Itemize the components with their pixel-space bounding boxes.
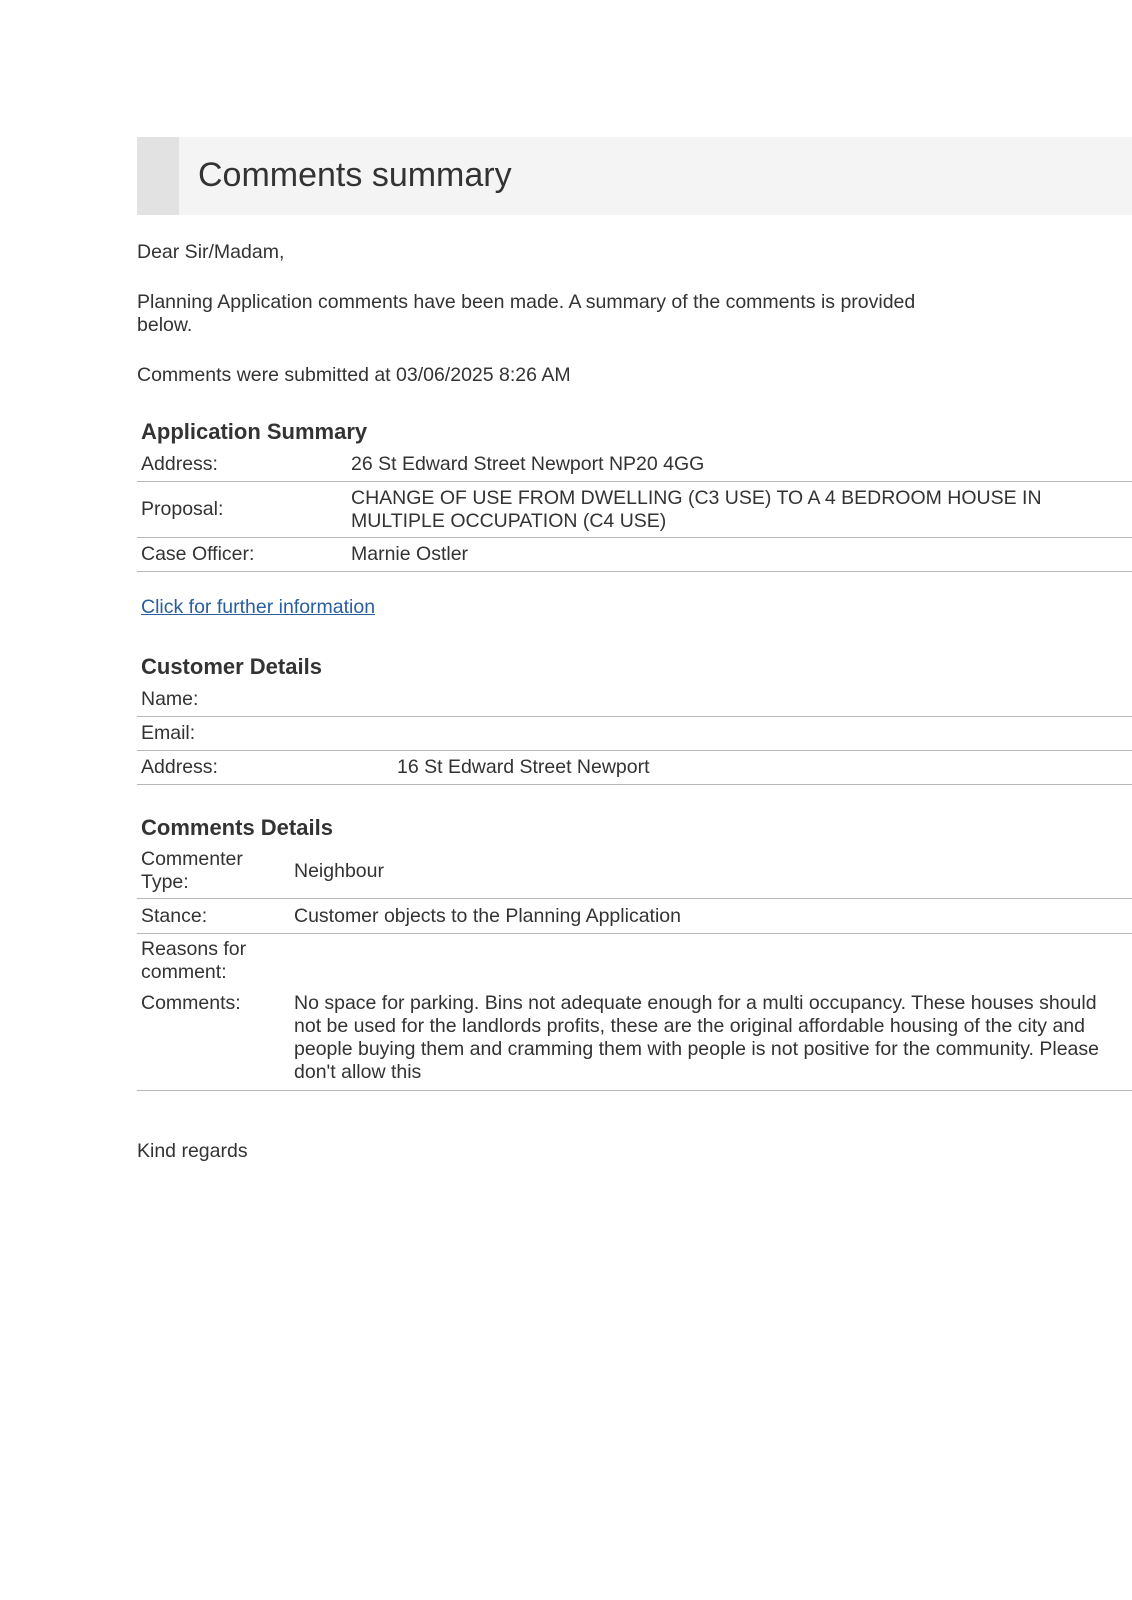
stance-value: Customer objects to the Planning Application xyxy=(290,899,1132,934)
customer-address-label: Address: xyxy=(137,751,393,785)
table-row xyxy=(137,899,1132,934)
table-row xyxy=(137,538,1132,572)
further-information-link[interactable]: Click for further information xyxy=(141,596,376,618)
table-row xyxy=(137,448,1132,482)
commenter-type-label: Commenter Type: xyxy=(137,844,290,899)
customer-details-title: Customer Details xyxy=(141,654,322,679)
commenter-type-value: Neighbour xyxy=(290,844,1132,899)
table-row xyxy=(137,717,1132,751)
application-summary-title: Application Summary xyxy=(141,419,368,444)
proposal-value: CHANGE OF USE FROM DWELLING (C3 USE) TO A 4 BEDROOM HOUSE IN MULTIPLE OCCUPATION (C4 USE) xyxy=(347,482,1132,538)
customer-details-section xyxy=(137,653,1132,785)
intro-text: Planning Application comments have been made. A summary of the comments is provided below. xyxy=(137,291,916,336)
table-row xyxy=(137,683,1132,717)
submitted-timestamp: Comments were submitted at 03/06/2025 8:26 AM xyxy=(137,364,571,386)
customer-address-value: 16 St Edward Street Newport xyxy=(393,751,1132,785)
name-label: Name: xyxy=(137,683,393,717)
closing-text: Kind regards xyxy=(137,1140,248,1162)
comments-details-section xyxy=(137,814,1132,1091)
greeting: Dear Sir/Madam, xyxy=(137,241,285,263)
table-row xyxy=(137,844,1132,899)
stance-label: Stance: xyxy=(137,899,290,934)
proposal-label: Proposal: xyxy=(137,482,347,538)
name-value xyxy=(393,683,1132,717)
table-row xyxy=(137,482,1132,538)
email-value xyxy=(393,717,1132,751)
page-title: Comments summary xyxy=(198,156,512,194)
application-summary-table xyxy=(137,448,1132,572)
case-officer-value: Marnie Ostler xyxy=(347,538,1132,572)
application-summary-section xyxy=(137,418,1132,619)
reasons-label: Reasons for comment: xyxy=(141,938,247,983)
document-page xyxy=(137,137,1132,1163)
comments-details-table xyxy=(137,844,1132,1091)
comments-label: Comments: xyxy=(137,988,290,1091)
address-value: 26 St Edward Street Newport NP20 4GG xyxy=(347,448,1132,482)
header-accent-bar xyxy=(137,137,179,215)
comments-value: No space for parking. Bins not adequate enough for a multi occupancy. These houses should not be used for the landlords profits, these are the original affordable housing of the city and people buying them and cramming them with people is not positive for the community. Please don't allow this xyxy=(290,988,1132,1091)
further-info-row xyxy=(137,596,1132,619)
case-officer-label: Case Officer: xyxy=(137,538,347,572)
reasons-value xyxy=(290,934,1132,989)
header-banner xyxy=(137,137,1132,215)
email-label: Email: xyxy=(137,717,393,751)
table-row xyxy=(137,934,1132,989)
table-row xyxy=(137,988,1132,1091)
customer-details-table xyxy=(137,683,1132,785)
comments-details-title: Comments Details xyxy=(141,815,333,840)
address-label: Address: xyxy=(137,448,347,482)
table-row xyxy=(137,751,1132,785)
